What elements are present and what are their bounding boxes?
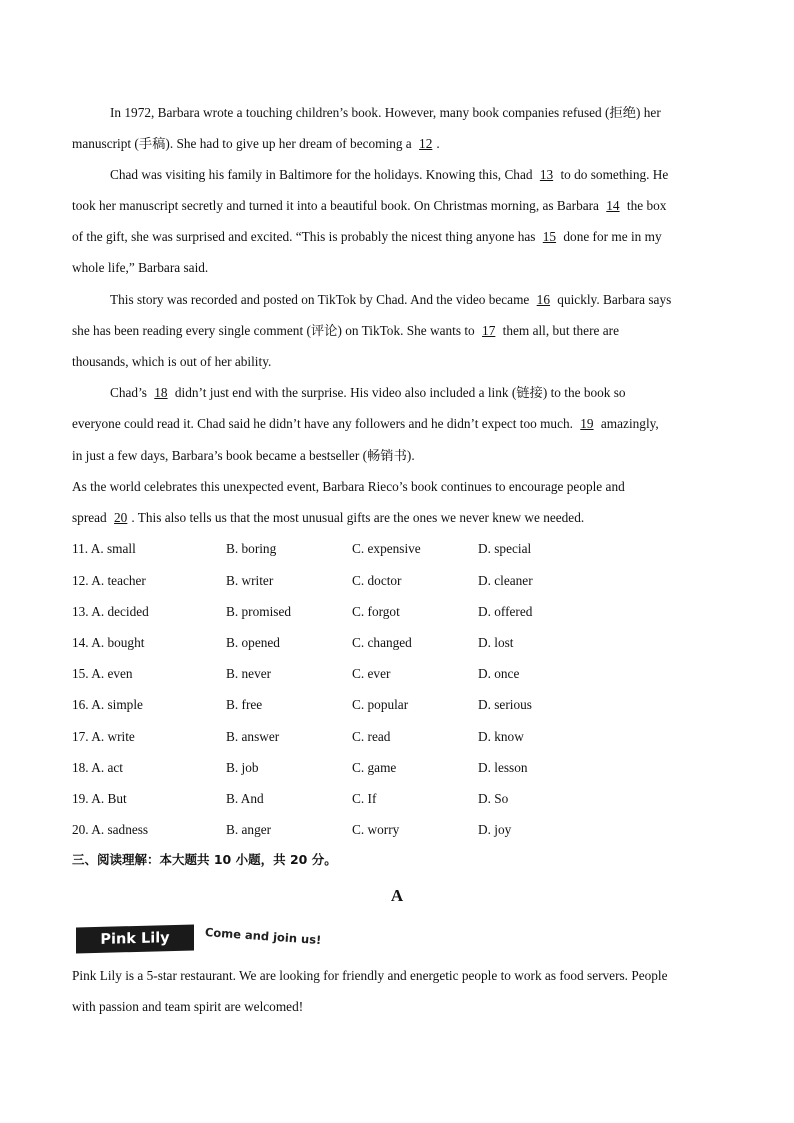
option-d: D. offered [478, 604, 533, 619]
option-d: D. lesson [478, 760, 528, 775]
option-d: D. know [478, 729, 524, 744]
passage-text: . This also tells us that the most unusual gifts are the ones we never knew we needed. [131, 510, 585, 525]
option-d: D. lost [478, 635, 514, 650]
passage-line [72, 352, 722, 372]
passage-text: This story was recorded and posted on TikTok by Chad. And the video became [110, 292, 530, 307]
passage-text: took her manuscript secretly and turned it into a beautiful book. On Christmas morning, as Barbara [72, 198, 599, 213]
option-c: C. doctor [352, 573, 402, 588]
passage-text: them all, but there are [502, 323, 619, 338]
ad-text: with passion and team spirit are welcomed! [72, 999, 304, 1014]
option-d: D. joy [478, 822, 512, 837]
passage-text: she has been reading every single comment (评论) on TikTok. She wants to [72, 323, 475, 338]
blank-13: 13 [539, 167, 554, 182]
option-row [72, 789, 722, 809]
blank-15: 15 [542, 229, 557, 244]
option-a: 18. A. act [72, 760, 123, 775]
passage-line [72, 134, 722, 154]
passage-text: manuscript (手稿). She had to give up her dream of becoming a [72, 136, 412, 151]
option-a: 14. A. bought [72, 635, 145, 650]
option-a: 12. A. teacher [72, 573, 146, 588]
passage-text: spread [72, 510, 107, 525]
passage-text: amazingly, [600, 416, 659, 431]
option-row [72, 758, 722, 778]
option-row [72, 820, 722, 840]
passage-text: Chad was visiting his family in Baltimore for the holidays. Knowing this, Chad [110, 167, 533, 182]
passage-text: quickly. Barbara says [557, 292, 672, 307]
passage-text: Chad’s [110, 385, 147, 400]
ad-text: Pink Lily is a 5-star restaurant. We are looking for friendly and energetic people to work as food servers. People [72, 968, 668, 983]
option-b: B. opened [226, 635, 280, 650]
passage-line [72, 227, 722, 247]
option-c: C. changed [352, 635, 412, 650]
blank-19: 19 [580, 416, 594, 431]
passage-line [110, 383, 722, 403]
option-b: B. And [226, 791, 264, 806]
passage-line [72, 258, 722, 278]
option-row [72, 633, 722, 653]
option-b: B. promised [226, 604, 292, 619]
passage-text: everyone could read it. Chad said he didn’t have any followers and he didn’t expect too much. [72, 416, 573, 431]
passage-text: didn’t just end with the surprise. His video also included a link (链接) to the book so [174, 385, 626, 400]
option-b: B. job [226, 760, 259, 775]
option-b: B. anger [226, 822, 272, 837]
passage-line [72, 446, 722, 466]
option-a: 15. A. even [72, 666, 133, 681]
pink-lily-logo: Pink Lily [76, 924, 194, 953]
option-b: B. boring [226, 541, 277, 556]
passage-line [110, 103, 722, 123]
option-b: B. answer [226, 729, 280, 744]
ad-text-line [72, 966, 722, 986]
passage-line [72, 414, 722, 434]
passage-line [110, 290, 722, 310]
passage-line [110, 165, 722, 185]
option-a: 20. A. sadness [72, 822, 149, 837]
option-d: D. serious [478, 697, 532, 712]
option-a: 13. A. decided [72, 604, 149, 619]
option-a: 16. A. simple [72, 697, 143, 712]
option-d: D. special [478, 541, 532, 556]
option-row [72, 695, 722, 715]
option-c: C. forgot [352, 604, 400, 619]
option-c: C. popular [352, 697, 409, 712]
option-row [72, 602, 722, 622]
option-c: C. game [352, 760, 397, 775]
section-heading: 三、阅读理解：本大题共 10 小题，共 20 分。 [72, 852, 337, 867]
option-b: B. free [226, 697, 263, 712]
option-d: D. once [478, 666, 520, 681]
passage-text: done for me in my [563, 229, 662, 244]
passage-text: thousands, which is out of her ability. [72, 354, 272, 369]
passage-text: the box [626, 198, 667, 213]
option-c: C. worry [352, 822, 400, 837]
blank-12: 12 [419, 136, 433, 151]
banner-tagline: Come and join us! [204, 925, 322, 948]
blank-20: 20 [114, 510, 128, 525]
option-a: 11. A. small [72, 541, 136, 556]
option-c: C. ever [352, 666, 391, 681]
passage-text: whole life,” Barbara said. [72, 260, 209, 275]
option-d: D. So [478, 791, 509, 806]
passage-line [72, 477, 722, 497]
option-row [72, 539, 722, 559]
option-row [72, 571, 722, 591]
option-d: D. cleaner [478, 573, 533, 588]
passage-text: in just a few days, Barbara’s book became a bestseller (畅销书). [72, 448, 415, 463]
blank-14: 14 [606, 198, 620, 213]
option-b: B. writer [226, 573, 274, 588]
part-letter: A [390, 886, 404, 905]
blank-18: 18 [154, 385, 168, 400]
option-c: C. expensive [352, 541, 421, 556]
blank-17: 17 [482, 323, 496, 338]
passage-text: to do something. He [560, 167, 669, 182]
option-row [72, 664, 722, 684]
passage-line [72, 196, 722, 216]
passage-line [72, 508, 722, 528]
passage-text: In 1972, Barbara wrote a touching children’s book. However, many book companies refused (拒绝) her [110, 105, 661, 120]
option-c: C. read [352, 729, 391, 744]
ad-text-line [72, 997, 722, 1017]
option-row [72, 727, 722, 747]
option-b: B. never [226, 666, 272, 681]
option-a: 17. A. write [72, 729, 135, 744]
blank-16: 16 [536, 292, 550, 307]
passage-text: . [436, 136, 440, 151]
option-c: C. If [352, 791, 377, 806]
passage-text: of the gift, she was surprised and excited. “This is probably the nicest thing anyone has [72, 229, 536, 244]
option-a: 19. A. But [72, 791, 127, 806]
passage-text: As the world celebrates this unexpected event, Barbara Rieco’s book continues to encourage people and [72, 479, 625, 494]
passage-line [72, 321, 722, 341]
